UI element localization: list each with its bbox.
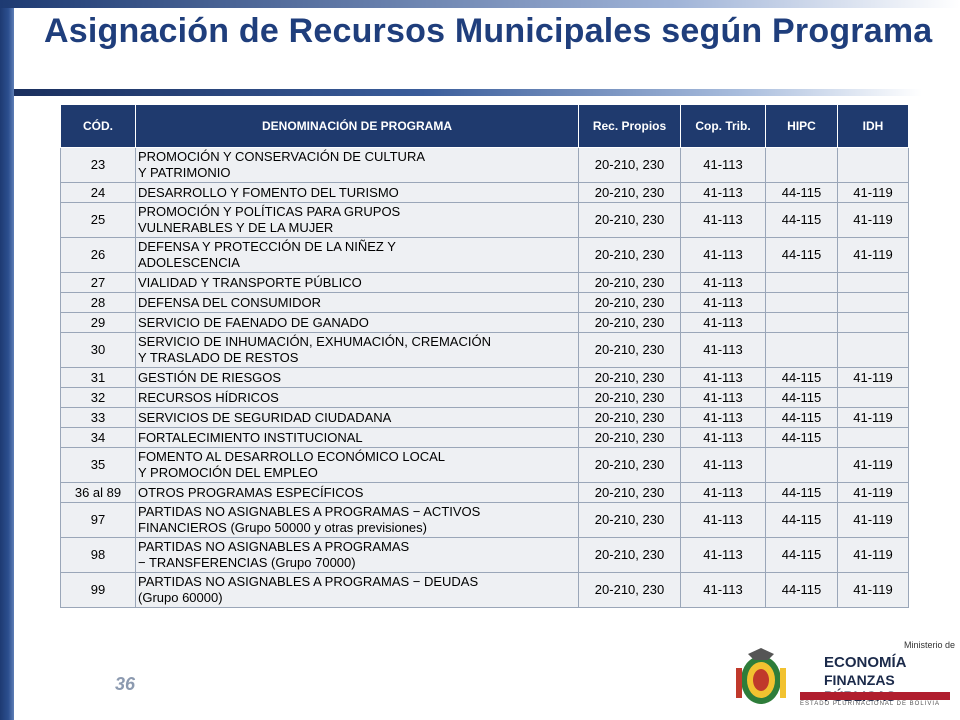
cell-cop-trib: 41-113 — [681, 573, 766, 608]
cell-denominacion: SERVICIO DE INHUMACIÓN, EXHUMACIÓN, CREMACIÓN Y TRASLADO DE RESTOS — [136, 333, 579, 368]
table-row — [61, 448, 909, 483]
cell-denominacion: PARTIDAS NO ASIGNABLES A PROGRAMAS − ACTIVOS FINANCIEROS (Grupo 50000 y otras previsiones) — [136, 503, 579, 538]
cell-denominacion: GESTIÓN DE RIESGOS — [136, 368, 579, 388]
header-denominacion: DENOMINACIÓN DE PROGRAMA — [136, 105, 579, 148]
cell-idh — [838, 388, 909, 408]
cell-hipc — [766, 293, 838, 313]
cell-denominacion: SERVICIOS DE SEGURIDAD CIUDADANA — [136, 408, 579, 428]
cell-idh — [838, 293, 909, 313]
cell-rec-propios: 20-210, 230 — [579, 183, 681, 203]
logo-finanzas: FINANZAS — [824, 672, 956, 704]
program-table-container — [60, 104, 908, 608]
cell-cod: 24 — [61, 183, 136, 203]
table-row — [61, 183, 909, 203]
coat-of-arms-icon — [732, 646, 790, 710]
cell-hipc: 44-115 — [766, 483, 838, 503]
cell-cod: 99 — [61, 573, 136, 608]
cell-denominacion: OTROS PROGRAMAS ESPECÍFICOS — [136, 483, 579, 503]
cell-cod: 35 — [61, 448, 136, 483]
cell-cop-trib: 41-113 — [681, 293, 766, 313]
title-underline — [14, 89, 922, 96]
cell-rec-propios: 20-210, 230 — [579, 448, 681, 483]
table-row — [61, 428, 909, 448]
table-row — [61, 273, 909, 293]
cell-rec-propios: 20-210, 230 — [579, 538, 681, 573]
cell-cop-trib: 41-113 — [681, 368, 766, 388]
header-cod: CÓD. — [61, 105, 136, 148]
logo-subtitle: ESTADO PLURINACIONAL DE BOLIVIA — [800, 701, 941, 707]
cell-hipc — [766, 273, 838, 293]
cell-idh: 41-119 — [838, 573, 909, 608]
cell-hipc — [766, 148, 838, 183]
cell-idh: 41-119 — [838, 538, 909, 573]
cell-denominacion: RECURSOS HÍDRICOS — [136, 388, 579, 408]
cell-denominacion: DESARROLLO Y FOMENTO DEL TURISMO — [136, 183, 579, 203]
cell-rec-propios: 20-210, 230 — [579, 273, 681, 293]
cell-cop-trib: 41-113 — [681, 313, 766, 333]
cell-cod: 34 — [61, 428, 136, 448]
cell-cod: 97 — [61, 503, 136, 538]
table-row — [61, 388, 909, 408]
table-row — [61, 483, 909, 503]
cell-hipc: 44-115 — [766, 368, 838, 388]
cell-idh: 41-119 — [838, 203, 909, 238]
cell-denominacion: FORTALECIMIENTO INSTITUCIONAL — [136, 428, 579, 448]
table-row — [61, 148, 909, 183]
table-row — [61, 538, 909, 573]
cell-cop-trib: 41-113 — [681, 148, 766, 183]
table-row — [61, 503, 909, 538]
cell-idh: 41-119 — [838, 368, 909, 388]
table-row — [61, 573, 909, 608]
cell-cop-trib: 41-113 — [681, 388, 766, 408]
cell-cop-trib: 41-113 — [681, 273, 766, 293]
cell-rec-propios: 20-210, 230 — [579, 388, 681, 408]
cell-cop-trib: 41-113 — [681, 238, 766, 273]
cell-hipc — [766, 333, 838, 368]
cell-cod: 25 — [61, 203, 136, 238]
cell-idh — [838, 273, 909, 293]
table-row — [61, 238, 909, 273]
logo-ministry-label: Ministerio de — [904, 640, 956, 650]
cell-denominacion: VIALIDAD Y TRANSPORTE PÚBLICO — [136, 273, 579, 293]
table-row — [61, 203, 909, 238]
cell-denominacion: SERVICIO DE FAENADO DE GANADO — [136, 313, 579, 333]
cell-rec-propios: 20-210, 230 — [579, 293, 681, 313]
cell-cod: 28 — [61, 293, 136, 313]
cell-rec-propios: 20-210, 230 — [579, 573, 681, 608]
table-row — [61, 408, 909, 428]
cell-idh: 41-119 — [838, 448, 909, 483]
cell-cod: 26 — [61, 238, 136, 273]
cell-denominacion: FOMENTO AL DESARROLLO ECONÓMICO LOCAL Y PROMOCIÓN DEL EMPLEO — [136, 448, 579, 483]
cell-idh: 41-119 — [838, 238, 909, 273]
cell-idh — [838, 148, 909, 183]
cell-hipc: 44-115 — [766, 203, 838, 238]
cell-cod: 29 — [61, 313, 136, 333]
cell-idh — [838, 313, 909, 333]
cell-cop-trib: 41-113 — [681, 503, 766, 538]
cell-hipc: 44-115 — [766, 183, 838, 203]
cell-cop-trib: 41-113 — [681, 483, 766, 503]
cell-rec-propios: 20-210, 230 — [579, 408, 681, 428]
cell-cod: 36 al 89 — [61, 483, 136, 503]
cell-rec-propios: 20-210, 230 — [579, 503, 681, 538]
header-cop-trib: Cop. Trib. — [681, 105, 766, 148]
cell-denominacion: DEFENSA DEL CONSUMIDOR — [136, 293, 579, 313]
cell-hipc: 44-115 — [766, 238, 838, 273]
cell-cop-trib: 41-113 — [681, 203, 766, 238]
cell-cod: 30 — [61, 333, 136, 368]
cell-denominacion: PROMOCIÓN Y CONSERVACIÓN DE CULTURA Y PATRIMONIO — [136, 148, 579, 183]
cell-hipc — [766, 448, 838, 483]
table-row — [61, 333, 909, 368]
header-rec-propios: Rec. Propios — [579, 105, 681, 148]
cell-denominacion: PROMOCIÓN Y POLÍTICAS PARA GRUPOS VULNERABLES Y DE LA MUJER — [136, 203, 579, 238]
cell-hipc: 44-115 — [766, 503, 838, 538]
table-row — [61, 368, 909, 388]
cell-hipc: 44-115 — [766, 408, 838, 428]
cell-rec-propios: 20-210, 230 — [579, 483, 681, 503]
cell-cod: 31 — [61, 368, 136, 388]
cell-hipc: 44-115 — [766, 428, 838, 448]
cell-cop-trib: 41-113 — [681, 183, 766, 203]
cell-rec-propios: 20-210, 230 — [579, 428, 681, 448]
table-row — [61, 313, 909, 333]
cell-cod: 27 — [61, 273, 136, 293]
page-number: 36 — [115, 674, 136, 694]
cell-hipc: 44-115 — [766, 388, 838, 408]
cell-rec-propios: 20-210, 230 — [579, 313, 681, 333]
cell-cop-trib: 41-113 — [681, 333, 766, 368]
cell-denominacion: PARTIDAS NO ASIGNABLES A PROGRAMAS − DEUDAS (Grupo 60000) — [136, 573, 579, 608]
cell-cod: 32 — [61, 388, 136, 408]
cell-idh: 41-119 — [838, 183, 909, 203]
cell-rec-propios: 20-210, 230 — [579, 148, 681, 183]
program-table — [60, 104, 909, 608]
logo-red-bar — [800, 692, 950, 700]
cell-rec-propios: 20-210, 230 — [579, 368, 681, 388]
cell-rec-propios: 20-210, 230 — [579, 333, 681, 368]
cell-hipc — [766, 313, 838, 333]
top-decorative-band — [0, 0, 960, 8]
cell-cop-trib: 41-113 — [681, 448, 766, 483]
cell-cod: 23 — [61, 148, 136, 183]
cell-denominacion: DEFENSA Y PROTECCIÓN DE LA NIÑEZ Y ADOLESCENCIA — [136, 238, 579, 273]
cell-idh: 41-119 — [838, 408, 909, 428]
cell-idh — [838, 428, 909, 448]
header-hipc: HIPC — [766, 105, 838, 148]
table-body — [61, 148, 909, 608]
ministry-logo — [724, 636, 956, 720]
logo-economia: ECONOMÍA — [824, 654, 907, 671]
header-idh: IDH — [838, 105, 909, 148]
cell-cod: 33 — [61, 408, 136, 428]
table-row — [61, 293, 909, 313]
cell-cop-trib: 41-113 — [681, 538, 766, 573]
cell-hipc: 44-115 — [766, 538, 838, 573]
cell-cop-trib: 41-113 — [681, 428, 766, 448]
cell-hipc: 44-115 — [766, 573, 838, 608]
cell-idh: 41-119 — [838, 503, 909, 538]
table-header-row — [61, 105, 909, 148]
cell-rec-propios: 20-210, 230 — [579, 238, 681, 273]
cell-denominacion: PARTIDAS NO ASIGNABLES A PROGRAMAS − TRANSFERENCIAS (Grupo 70000) — [136, 538, 579, 573]
cell-cod: 98 — [61, 538, 136, 573]
cell-rec-propios: 20-210, 230 — [579, 203, 681, 238]
cell-cop-trib: 41-113 — [681, 408, 766, 428]
left-decorative-band — [0, 0, 14, 720]
cell-idh: 41-119 — [838, 483, 909, 503]
cell-idh — [838, 333, 909, 368]
slide-title: Asignación de Recursos Municipales según Programa — [44, 12, 933, 50]
